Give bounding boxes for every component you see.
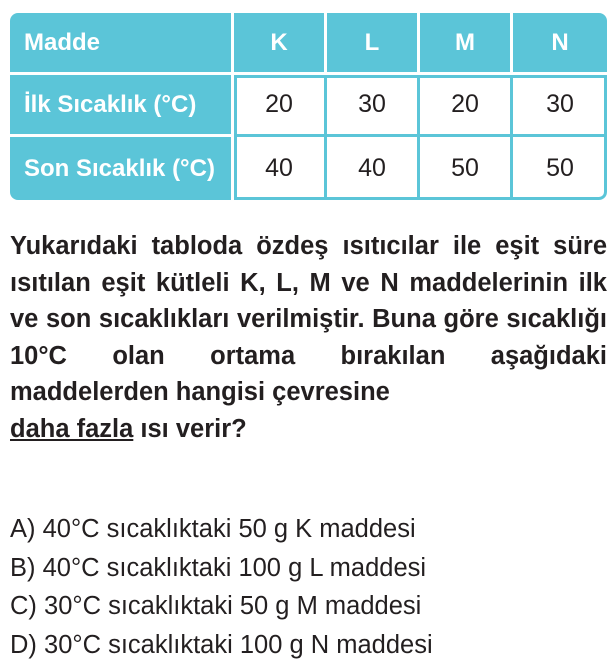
option-a[interactable] — [10, 510, 607, 549]
header-m: M — [420, 13, 513, 75]
final-temp-m: 50 — [420, 137, 513, 200]
row-label-initial-temp: İlk Sıcaklık (°C) — [10, 75, 234, 137]
option-letter: A) — [10, 515, 36, 543]
header-l: L — [327, 13, 420, 75]
header-madde: Madde — [10, 13, 234, 75]
option-text: 40°C sıcaklıktaki 100 g L maddesi — [42, 553, 427, 582]
initial-temp-m: 20 — [420, 75, 513, 137]
initial-temp-n: 30 — [513, 75, 607, 137]
question-emphasis: daha fazla — [10, 414, 134, 443]
option-letter: C) — [10, 592, 37, 620]
option-text: 40°C sıcaklıktaki 50 g K maddesi — [42, 515, 416, 543]
option-letter: B) — [10, 553, 36, 582]
data-table — [10, 13, 607, 200]
option-text: 30°C sıcaklıktaki 100 g N maddesi — [44, 630, 433, 659]
final-temp-l: 40 — [327, 137, 420, 200]
final-temp-k: 40 — [234, 137, 327, 200]
final-temp-n: 50 — [513, 137, 607, 200]
header-k: K — [234, 13, 327, 75]
option-b[interactable] — [10, 549, 607, 588]
question-text — [10, 228, 607, 447]
header-n: N — [513, 13, 607, 75]
option-c[interactable] — [10, 587, 607, 626]
initial-temp-k: 20 — [234, 75, 327, 137]
initial-temp-l: 30 — [327, 75, 420, 137]
question-end: ısı verir? — [140, 414, 247, 443]
row-label-final-temp: Son Sıcaklık (°C) — [10, 137, 234, 200]
question-body: Yukarıdaki tabloda özdeş ısıtıcılar ile eşit süre ısıtılan eşit kütleli K, L, M ve N maddelerinin ilk ve son sıcaklıkları verilmiştir. Buna göre sıcaklığı 10°C olan ortama bırakılan aşağıdaki maddelerden hangisi çevresine — [10, 232, 607, 406]
option-d[interactable] — [10, 626, 607, 665]
option-letter: D) — [10, 630, 37, 659]
option-text: 30°C sıcaklıktaki 50 g M maddesi — [44, 592, 422, 620]
answer-options — [10, 510, 607, 664]
